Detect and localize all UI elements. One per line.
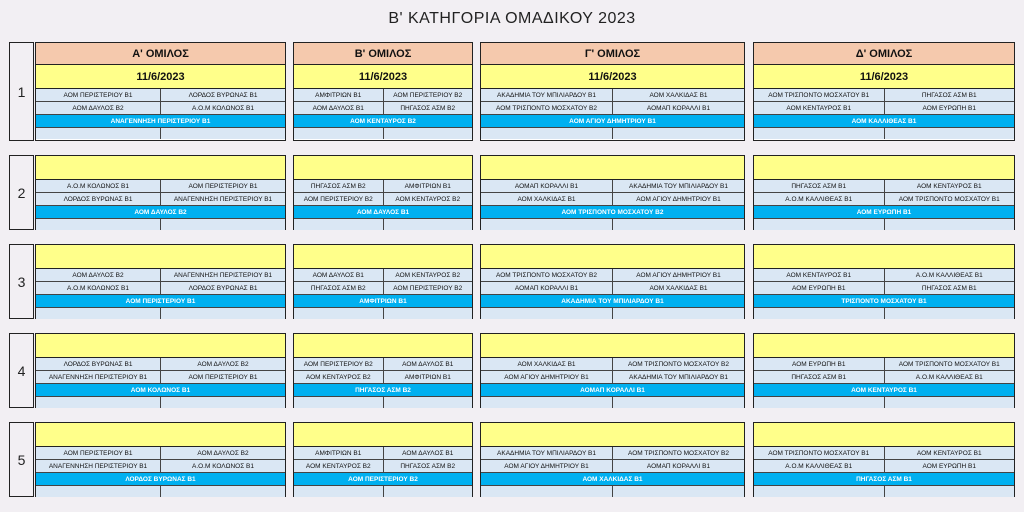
empty-cell [36,486,160,497]
group-block [480,244,745,319]
bye-team: ΑΟΜ ΕΥΡΩΠΗ Β1 [754,206,1014,219]
home-team: ΑΟΜ ΔΑΥΛΟΣ Β1 [294,102,383,114]
match-date [481,156,744,180]
match-date [36,245,285,269]
home-team: ΑΟΜ ΚΕΝΤΑΥΡΟΣ Β2 [294,371,383,383]
group-block [35,333,286,408]
away-team: ΑΟΜ ΕΥΡΩΠΗ Β1 [884,460,1015,472]
away-team: ΑΟΜ ΕΥΡΩΠΗ Β1 [884,102,1015,114]
group-block [480,42,745,141]
away-team: ΑΟΜ ΑΓΙΟΥ ΔΗΜΗΤΡΙΟΥ Β1 [612,193,744,205]
round-number: 1 [9,42,34,141]
away-team: ΑΟΜ ΤΡΙΣΠΟΝΤΟ ΜΟΣΧΑΤΟΥ Β1 [884,193,1015,205]
away-team: ΑΟΜ ΧΑΛΚΙΔΑΣ Β1 [612,282,744,294]
empty-cell [754,128,884,139]
match-row [754,193,1014,206]
empty-cell [754,397,884,408]
home-team: Α.Ο.Μ ΚΟΛΩΝΟΣ Β1 [36,180,160,192]
match-date [36,334,285,358]
away-team: ΑΟΜ ΔΑΥΛΟΣ Β1 [383,447,473,459]
empty-cell [383,397,473,408]
empty-cell [481,397,612,408]
home-team: ΑΟΜ ΚΕΝΤΑΥΡΟΣ Β1 [754,102,884,114]
empty-cell [160,397,285,408]
match-row [36,269,285,282]
home-team: ΑΟΜ ΠΕΡΙΣΤΕΡΙΟΥ Β2 [294,193,383,205]
home-team: ΛΟΡΔΟΣ ΒΥΡΩΝΑΣ Β1 [36,193,160,205]
empty-cell [884,308,1015,319]
empty-cell [754,219,884,230]
empty-row [754,219,1014,230]
group-block [293,244,473,319]
away-team: ΛΟΡΔΟΣ ΒΥΡΩΝΑΣ Β1 [160,89,285,101]
match-row [481,460,744,473]
match-date [481,245,744,269]
match-row [294,102,472,115]
match-row [294,180,472,193]
away-team: ΑΟΜ ΚΕΝΤΑΥΡΟΣ Β1 [884,180,1015,192]
match-row [481,447,744,460]
empty-cell [294,486,383,497]
match-row [754,358,1014,371]
match-row [294,358,472,371]
home-team: ΑΚΑΔΗΜΙΑ ΤΟΥ ΜΠΙΛΙΑΡΔΟΥ Β1 [481,447,612,459]
away-team: ΑΝΑΓΕΝΝΗΣΗ ΠΕΡΙΣΤΕΡΙΟΥ Β1 [160,193,285,205]
group-block [753,155,1015,230]
group-block [753,333,1015,408]
match-row [294,371,472,384]
home-team: ΠΗΓΑΣΟΣ ΑΣΜ Β1 [754,371,884,383]
empty-cell [884,219,1015,230]
group-header: Β' ΟΜΙΛΟΣ [294,43,472,65]
empty-row [294,219,472,230]
bye-team: ΑΟΜ ΚΑΛΛΙΘΕΑΣ Β1 [754,115,1014,128]
empty-cell [36,308,160,319]
match-row [481,89,744,102]
home-team: Α.Ο.Μ ΚΑΛΛΙΘΕΑΣ Β1 [754,193,884,205]
bye-team: ΠΗΓΑΣΟΣ ΑΣΜ Β2 [294,384,472,397]
group-block [293,422,473,497]
bye-team: ΑΟΜ ΠΕΡΙΣΤΕΡΙΟΥ Β2 [294,473,472,486]
group-header: Δ' ΟΜΙΛΟΣ [754,43,1014,65]
away-team: ΑΟΜ ΔΑΥΛΟΣ Β2 [160,447,285,459]
empty-cell [36,128,160,139]
bye-team: ΤΡΙΣΠΟΝΤΟ ΜΟΣΧΑΤΟΥ Β1 [754,295,1014,308]
empty-row [294,308,472,319]
match-date [294,423,472,447]
round-number: 3 [9,244,34,319]
empty-cell [294,128,383,139]
match-row [36,371,285,384]
match-row [36,89,285,102]
empty-cell [612,486,744,497]
group-block [35,244,286,319]
empty-row [754,397,1014,408]
away-team: Α.Ο.Μ ΚΟΛΩΝΟΣ Β1 [160,102,285,114]
match-row [754,89,1014,102]
match-row [481,180,744,193]
empty-cell [481,308,612,319]
match-row [294,447,472,460]
match-date: 11/6/2023 [481,65,744,89]
away-team: ΠΗΓΑΣΟΣ ΑΣΜ Β1 [884,282,1015,294]
match-row [36,282,285,295]
home-team: ΑΝΑΓΕΝΝΗΣΗ ΠΕΡΙΣΤΕΡΙΟΥ Β1 [36,371,160,383]
match-row [481,269,744,282]
empty-cell [160,128,285,139]
away-team: ΠΗΓΑΣΟΣ ΑΣΜ Β1 [884,89,1015,101]
home-team: ΑΟΜ ΑΓΙΟΥ ΔΗΜΗΤΡΙΟΥ Β1 [481,371,612,383]
match-row [36,447,285,460]
home-team: ΑΟΜΑΠ ΚΟΡΑΛΛΙ Β1 [481,282,612,294]
away-team: ΑΟΜ ΔΑΥΛΟΣ Β1 [383,358,473,370]
match-date [294,156,472,180]
home-team: ΑΟΜ ΤΡΙΣΠΟΝΤΟ ΜΟΣΧΑΤΟΥ Β1 [754,447,884,459]
group-block [293,155,473,230]
home-team: ΑΟΜ ΤΡΙΣΠΟΝΤΟ ΜΟΣΧΑΤΟΥ Β1 [754,89,884,101]
match-date [294,245,472,269]
group-block [293,42,473,141]
away-team: ΑΟΜ ΚΕΝΤΑΥΡΟΣ Β2 [383,193,473,205]
away-team: Α.Ο.Μ ΚΑΛΛΙΘΕΑΣ Β1 [884,371,1015,383]
empty-cell [481,486,612,497]
away-team: Α.Ο.Μ ΚΟΛΩΝΟΣ Β1 [160,460,285,472]
home-team: ΑΟΜ ΤΡΙΣΠΟΝΤΟ ΜΟΣΧΑΤΟΥ Β2 [481,269,612,281]
bye-team: ΑΚΑΔΗΜΙΑ ΤΟΥ ΜΠΙΛΙΑΡΔΟΥ Β1 [481,295,744,308]
match-row [294,282,472,295]
away-team: ΑΟΜΑΠ ΚΟΡΑΛΛΙ Β1 [612,102,744,114]
empty-row [294,128,472,139]
bye-team: ΑΟΜ ΚΕΝΤΑΥΡΟΣ Β2 [294,115,472,128]
away-team: ΑΟΜ ΠΕΡΙΣΤΕΡΙΟΥ Β1 [160,371,285,383]
group-header: Α' ΟΜΙΛΟΣ [36,43,285,65]
away-team: ΑΟΜ ΤΡΙΣΠΟΝΤΟ ΜΟΣΧΑΤΟΥ Β2 [612,358,744,370]
empty-cell [294,397,383,408]
away-team: ΑΝΑΓΕΝΝΗΣΗ ΠΕΡΙΣΤΕΡΙΟΥ Β1 [160,269,285,281]
home-team: ΠΗΓΑΣΟΣ ΑΣΜ Β2 [294,282,383,294]
match-row [294,460,472,473]
bye-team: ΑΟΜ ΤΡΙΣΠΟΝΤΟ ΜΟΣΧΑΤΟΥ Β2 [481,206,744,219]
bye-team: ΛΟΡΔΟΣ ΒΥΡΩΝΑΣ Β1 [36,473,285,486]
empty-cell [383,128,473,139]
empty-cell [481,128,612,139]
match-date [754,423,1014,447]
match-row [481,282,744,295]
bye-team: ΑΟΜ ΔΑΥΛΟΣ Β2 [36,206,285,219]
match-row [481,102,744,115]
away-team: Α.Ο.Μ ΚΑΛΛΙΘΕΑΣ Β1 [884,269,1015,281]
match-row [754,447,1014,460]
away-team: ΑΟΜ ΚΕΝΤΑΥΡΟΣ Β2 [383,269,473,281]
empty-cell [294,219,383,230]
empty-row [36,486,285,497]
bye-team: ΑΟΜ ΚΟΛΩΝΟΣ Β1 [36,384,285,397]
match-date [481,423,744,447]
match-row [481,193,744,206]
away-team: ΑΟΜ ΤΡΙΣΠΟΝΤΟ ΜΟΣΧΑΤΟΥ Β2 [612,447,744,459]
away-team: ΑΟΜ ΧΑΛΚΙΔΑΣ Β1 [612,89,744,101]
empty-cell [612,397,744,408]
bye-team: ΑΟΜΑΠ ΚΟΡΑΛΛΙ Β1 [481,384,744,397]
empty-cell [481,219,612,230]
empty-row [481,128,744,139]
empty-row [36,308,285,319]
match-row [754,371,1014,384]
empty-cell [612,219,744,230]
round-number: 4 [9,333,34,408]
group-block [480,155,745,230]
page-title: Β' ΚΑΤΗΓΟΡΙΑ ΟΜΑΔΙΚΟΥ 2023 [388,10,636,27]
group-block [35,42,286,141]
match-row [294,193,472,206]
away-team: ΑΟΜ ΚΕΝΤΑΥΡΟΣ Β1 [884,447,1015,459]
home-team: ΑΟΜ ΧΑΛΚΙΔΑΣ Β1 [481,358,612,370]
match-date [754,334,1014,358]
match-row [294,269,472,282]
away-team: ΑΟΜ ΠΕΡΙΣΤΕΡΙΟΥ Β2 [383,89,473,101]
empty-cell [160,219,285,230]
match-date [754,156,1014,180]
match-date [36,156,285,180]
home-team: ΛΟΡΔΟΣ ΒΥΡΩΝΑΣ Β1 [36,358,160,370]
home-team: ΑΜΦΙΤΡΙΩΝ Β1 [294,89,383,101]
empty-cell [36,219,160,230]
match-row [36,460,285,473]
match-date [294,334,472,358]
match-date [481,334,744,358]
group-block [753,422,1015,497]
round-number: 2 [9,155,34,230]
group-block [753,42,1015,141]
match-row [36,193,285,206]
home-team: ΑΟΜ ΚΕΝΤΑΥΡΟΣ Β2 [294,460,383,472]
group-block [480,333,745,408]
match-date: 11/6/2023 [36,65,285,89]
group-block [480,422,745,497]
match-date [36,423,285,447]
away-team: ΑΟΜ ΑΓΙΟΥ ΔΗΜΗΤΡΙΟΥ Β1 [612,269,744,281]
away-team: ΑΜΦΙΤΡΙΩΝ Β1 [383,180,473,192]
empty-row [481,308,744,319]
match-row [481,371,744,384]
empty-cell [612,128,744,139]
bye-team: ΑΟΜ ΠΕΡΙΣΤΕΡΙΟΥ Β1 [36,295,285,308]
empty-row [294,486,472,497]
home-team: ΠΗΓΑΣΟΣ ΑΣΜ Β2 [294,180,383,192]
home-team: ΑΟΜ ΔΑΥΛΟΣ Β2 [36,102,160,114]
match-date: 11/6/2023 [754,65,1014,89]
match-row [36,102,285,115]
empty-cell [36,397,160,408]
bye-team: ΑΜΦΙΤΡΙΩΝ Β1 [294,295,472,308]
away-team: ΑΟΜΑΠ ΚΟΡΑΛΛΙ Β1 [612,460,744,472]
empty-cell [884,397,1015,408]
match-date [754,245,1014,269]
bye-team: ΑΟΜ ΑΓΙΟΥ ΔΗΜΗΤΡΙΟΥ Β1 [481,115,744,128]
home-team: ΑΟΜ ΠΕΡΙΣΤΕΡΙΟΥ Β2 [294,358,383,370]
bye-team: ΠΗΓΑΣΟΣ ΑΣΜ Β1 [754,473,1014,486]
home-team: ΑΝΑΓΕΝΝΗΣΗ ΠΕΡΙΣΤΕΡΙΟΥ Β1 [36,460,160,472]
match-row [754,460,1014,473]
bye-team: ΑΟΜ ΚΕΝΤΑΥΡΟΣ Β1 [754,384,1014,397]
group-block [293,333,473,408]
home-team: ΑΟΜ ΠΕΡΙΣΤΕΡΙΟΥ Β1 [36,89,160,101]
match-row [754,269,1014,282]
home-team: ΑΟΜ ΕΥΡΩΠΗ Β1 [754,358,884,370]
away-team: ΛΟΡΔΟΣ ΒΥΡΩΝΑΣ Β1 [160,282,285,294]
group-block [35,155,286,230]
empty-row [36,219,285,230]
bye-team: ΑΟΜ ΔΑΥΛΟΣ Β1 [294,206,472,219]
match-row [754,180,1014,193]
empty-row [36,128,285,139]
away-team: ΠΗΓΑΣΟΣ ΑΣΜ Β2 [383,102,473,114]
home-team: ΑΚΑΔΗΜΙΑ ΤΟΥ ΜΠΙΛΙΑΡΔΟΥ Β1 [481,89,612,101]
bye-team: ΑΟΜ ΧΑΛΚΙΔΑΣ Β1 [481,473,744,486]
home-team: ΑΟΜ ΔΑΥΛΟΣ Β1 [294,269,383,281]
empty-row [481,397,744,408]
away-team: ΑΚΑΔΗΜΙΑ ΤΟΥ ΜΠΙΛΙΑΡΔΟΥ Β1 [612,371,744,383]
home-team: Α.Ο.Μ ΚΟΛΩΝΟΣ Β1 [36,282,160,294]
home-team: ΑΟΜ ΕΥΡΩΠΗ Β1 [754,282,884,294]
empty-cell [884,128,1015,139]
group-block [753,244,1015,319]
home-team: ΑΟΜΑΠ ΚΟΡΑΛΛΙ Β1 [481,180,612,192]
empty-cell [884,486,1015,497]
home-team: ΑΟΜ ΤΡΙΣΠΟΝΤΟ ΜΟΣΧΑΤΟΥ Β2 [481,102,612,114]
empty-row [481,486,744,497]
empty-cell [160,308,285,319]
match-date: 11/6/2023 [294,65,472,89]
empty-cell [383,308,473,319]
away-team: ΑΟΜ ΤΡΙΣΠΟΝΤΟ ΜΟΣΧΑΤΟΥ Β1 [884,358,1015,370]
match-row [36,358,285,371]
empty-row [481,219,744,230]
empty-row [294,397,472,408]
round-number: 5 [9,422,34,497]
empty-row [754,486,1014,497]
empty-cell [612,308,744,319]
away-team: ΑΟΜ ΔΑΥΛΟΣ Β2 [160,358,285,370]
away-team: ΑΟΜ ΠΕΡΙΣΤΕΡΙΟΥ Β2 [383,282,473,294]
match-row [754,102,1014,115]
empty-cell [754,486,884,497]
home-team: Α.Ο.Μ ΚΑΛΛΙΘΕΑΣ Β1 [754,460,884,472]
home-team: ΑΟΜ ΑΓΙΟΥ ΔΗΜΗΤΡΙΟΥ Β1 [481,460,612,472]
home-team: ΑΟΜ ΠΕΡΙΣΤΕΡΙΟΥ Β1 [36,447,160,459]
home-team: ΑΟΜ ΚΕΝΤΑΥΡΟΣ Β1 [754,269,884,281]
empty-cell [294,308,383,319]
home-team: ΑΜΦΙΤΡΙΩΝ Β1 [294,447,383,459]
empty-cell [383,219,473,230]
home-team: ΑΟΜ ΧΑΛΚΙΔΑΣ Β1 [481,193,612,205]
match-row [36,180,285,193]
match-row [754,282,1014,295]
home-team: ΠΗΓΑΣΟΣ ΑΣΜ Β1 [754,180,884,192]
away-team: ΠΗΓΑΣΟΣ ΑΣΜ Β2 [383,460,473,472]
away-team: ΑΟΜ ΠΕΡΙΣΤΕΡΙΟΥ Β1 [160,180,285,192]
match-row [481,358,744,371]
group-block [35,422,286,497]
match-row [294,89,472,102]
empty-cell [754,308,884,319]
empty-cell [160,486,285,497]
bye-team: ΑΝΑΓΕΝΝΗΣΗ ΠΕΡΙΣΤΕΡΙΟΥ Β1 [36,115,285,128]
group-header: Γ' ΟΜΙΛΟΣ [481,43,744,65]
away-team: ΑΚΑΔΗΜΙΑ ΤΟΥ ΜΠΙΛΙΑΡΔΟΥ Β1 [612,180,744,192]
home-team: ΑΟΜ ΔΑΥΛΟΣ Β2 [36,269,160,281]
empty-row [36,397,285,408]
empty-row [754,128,1014,139]
away-team: ΑΜΦΙΤΡΙΩΝ Β1 [383,371,473,383]
empty-cell [383,486,473,497]
empty-row [754,308,1014,319]
